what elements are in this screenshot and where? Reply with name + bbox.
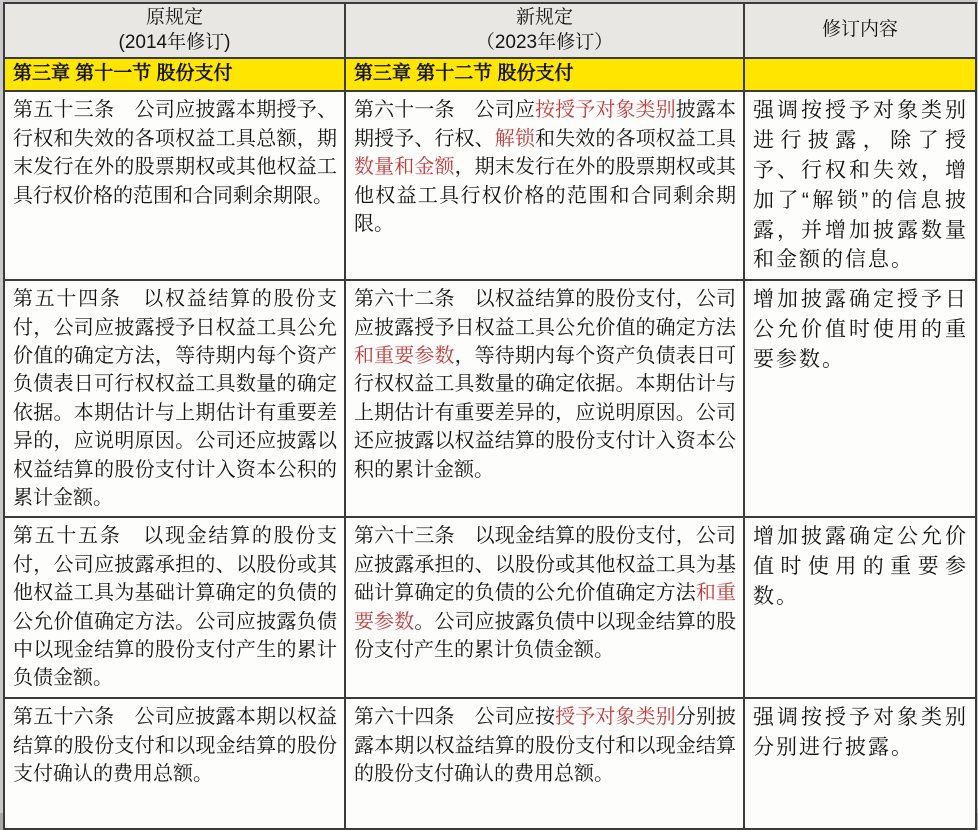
table-row xyxy=(4,91,976,280)
old-regulation-cell: 第五十六条 公司应披露本期以权益结算的股份支付和以现金结算的股份支付确认的费用总额。 xyxy=(4,698,345,829)
chapter-section-row xyxy=(4,58,976,91)
old-regulation-cell: 第五十三条 公司应披露本期授予、行权和失效的各项权益工具总额，期末发行在外的股票期权或其他权益工具行权价格的范围和合同剩余期限。 xyxy=(4,91,345,280)
header-old-regulation xyxy=(4,3,345,58)
header-old-title: 原规定 xyxy=(145,7,203,28)
header-old-subtitle: (2014年修订) xyxy=(118,31,231,53)
table-header-row xyxy=(4,3,976,58)
revision-cell: 强调按授予对象类别分别进行披露。 xyxy=(744,698,976,829)
regulation-comparison-table xyxy=(3,2,977,830)
section-revision-cell xyxy=(744,58,976,91)
section-new-cell: 第三章 第十二节 股份支付 xyxy=(345,58,744,91)
old-regulation-cell: 第五十五条 以现金结算的股份支付，公司应披露承担的、以股份或其他权益工具为基础计算确定的负债的公允价值确定方法。公司应披露负债中以现金结算的股份支付产生的累计负债金额。 xyxy=(4,517,345,698)
header-revision-content: 修订内容 xyxy=(744,3,976,58)
header-new-subtitle: （2023年修订） xyxy=(475,31,614,53)
new-regulation-cell: 第六十四条 公司应按授予对象类别分别披露本期以权益结算的股份支付和以现金结算的股份支付确认的费用总额。 xyxy=(345,698,744,829)
new-regulation-cell: 第六十二条 以权益结算的股份支付，公司应披露授予日权益工具公允价值的确定方法和重要参数，等待期内每个资产负债表日可行权权益工具数量的确定依据。本期估计与上期估计有重要差异的，应说明原因。公司还应披露以权益结算的股份支付计入资本公积的累计金额。 xyxy=(345,280,744,517)
old-regulation-cell: 第五十四条 以权益结算的股份支付，公司应披露授予日权益工具公允价值的确定方法，等待期内每个资产负债表日可行权权益工具数量的确定依据。本期估计与上期估计有重要差异的，应说明原因。公司还应披露以权益结算的股份支付计入资本公积的累计金额。 xyxy=(4,280,345,517)
revision-cell: 增加披露确定公允价值时使用的重要参数。 xyxy=(744,517,976,698)
table-row xyxy=(4,517,976,698)
new-regulation-cell: 第六十一条 公司应按授予对象类别披露本期授予、行权、解锁和失效的各项权益工具数量和金额，期末发行在外的股票期权或其他权益工具行权价格的范围和合同剩余期限。 xyxy=(345,91,744,280)
revision-cell: 增加披露确定授予日公允价值时使用的重要参数。 xyxy=(744,280,976,517)
table-row xyxy=(4,698,976,829)
new-regulation-cell: 第六十三条 以现金结算的股份支付，公司应披露承担的、以股份或其他权益工具为基础计算确定的负债的公允价值确定方法和重要参数。公司应披露负债中以现金结算的股份支付产生的累计负债金额。 xyxy=(345,517,744,698)
header-new-regulation xyxy=(345,3,744,58)
header-new-title: 新规定 xyxy=(515,7,573,28)
section-old-cell: 第三章 第十一节 股份支付 xyxy=(4,58,345,91)
table-row xyxy=(4,280,976,517)
revision-cell: 强调按授予对象类别进行披露，除了授予、行权和失效，增加了“解锁”的信息披露，并增加披露数量和金额的信息。 xyxy=(744,91,976,280)
